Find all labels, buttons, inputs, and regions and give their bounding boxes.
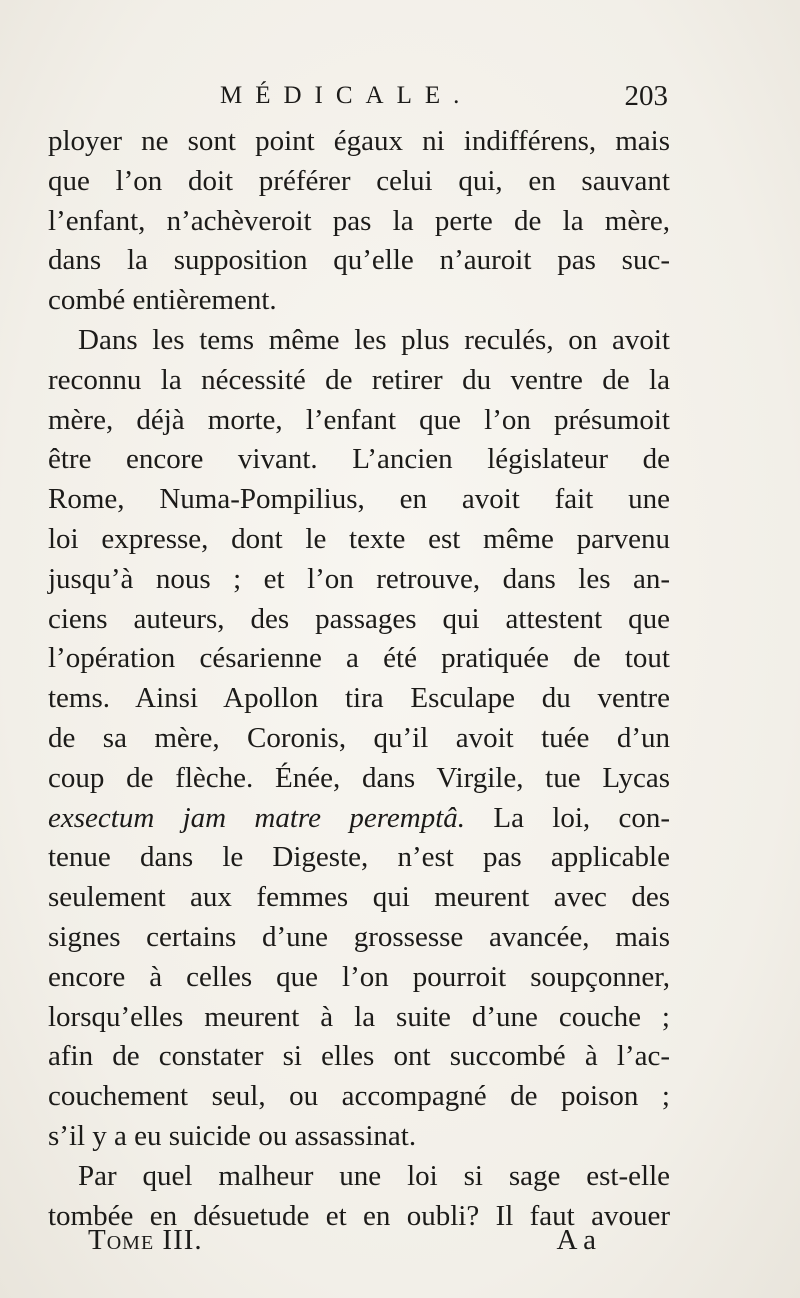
signature-line xyxy=(88,1224,596,1264)
text-line: jusqu’à nous ; et l’on retrouve, dans les an- xyxy=(48,562,670,595)
page-number: 203 xyxy=(624,80,668,112)
text-line: encore à celles que l’on pourroit soupçonner, xyxy=(48,960,670,993)
text-line: dans la supposition qu’elle n’auroit pas suc- xyxy=(48,244,670,277)
text-line: seulement aux femmes qui meurent avec des xyxy=(48,881,670,914)
text-line: lorsqu’elles meurent à la suite d’une couche ; xyxy=(48,1000,670,1033)
text-line: signes certains d’une grossesse avancée, mais xyxy=(48,920,670,953)
text-line: couchement seul, ou accompagné de poison ; xyxy=(48,1080,670,1113)
text-line: Rome, Numa-Pompilius, en avoit fait une xyxy=(48,483,670,516)
text-line: tenue dans le Digeste, n’est pas applicable xyxy=(48,841,670,874)
running-head xyxy=(48,78,668,114)
text-line: l’enfant, n’achèveroit pas la perte de la mère, xyxy=(48,204,670,237)
text-line: reconnu la nécessité de retirer du ventre de la xyxy=(48,363,670,396)
signature-mark: A a xyxy=(556,1224,596,1256)
text-line: combé entièrement. xyxy=(48,284,277,317)
text-line: loi expresse, dont le texte est même parvenu xyxy=(48,522,670,555)
text-line: mère, déjà morte, l’enfant que l’on présumoit xyxy=(48,403,670,436)
text-line: que l’on doit préférer celui qui, en sauvant xyxy=(48,164,670,197)
latin-quote: exsectum jam matre peremptâ. xyxy=(48,801,466,834)
body-text xyxy=(48,122,670,1236)
text-line-latin-quote: exsectum jam matre peremptâ. La loi, con- xyxy=(48,801,671,834)
text-line: s’il y a eu suicide ou assassinat. xyxy=(48,1119,417,1152)
text-line: l’opération césarienne a été pratiquée de tout xyxy=(48,642,670,675)
text-line: afin de constater si elles ont succombé à l’ac- xyxy=(48,1040,670,1073)
text-line: être encore vivant. L’ancien législateur de xyxy=(48,443,670,476)
running-title: MÉDICALE. xyxy=(220,82,473,109)
text-line: tems. Ainsi Apollon tira Esculape du ventre xyxy=(48,682,670,715)
text-line: coup de flèche. Énée, dans Virgile, tue Lycas xyxy=(48,761,670,794)
text-line: Dans les tems même les plus reculés, on avoit xyxy=(78,323,670,356)
text-line: Par quel malheur une loi si sage est-elle xyxy=(78,1159,670,1192)
volume-label: Tome III. xyxy=(88,1224,203,1256)
text-line: de sa mère, Coronis, qu’il avoit tuée d’un xyxy=(48,721,670,754)
text-line: tombée en désuetude et en oubli? Il faut avouer xyxy=(48,1199,670,1232)
text-line: ciens auteurs, des passages qui attestent que xyxy=(48,602,670,635)
text-line: ployer ne sont point égaux ni indifférens, mais xyxy=(48,125,670,157)
